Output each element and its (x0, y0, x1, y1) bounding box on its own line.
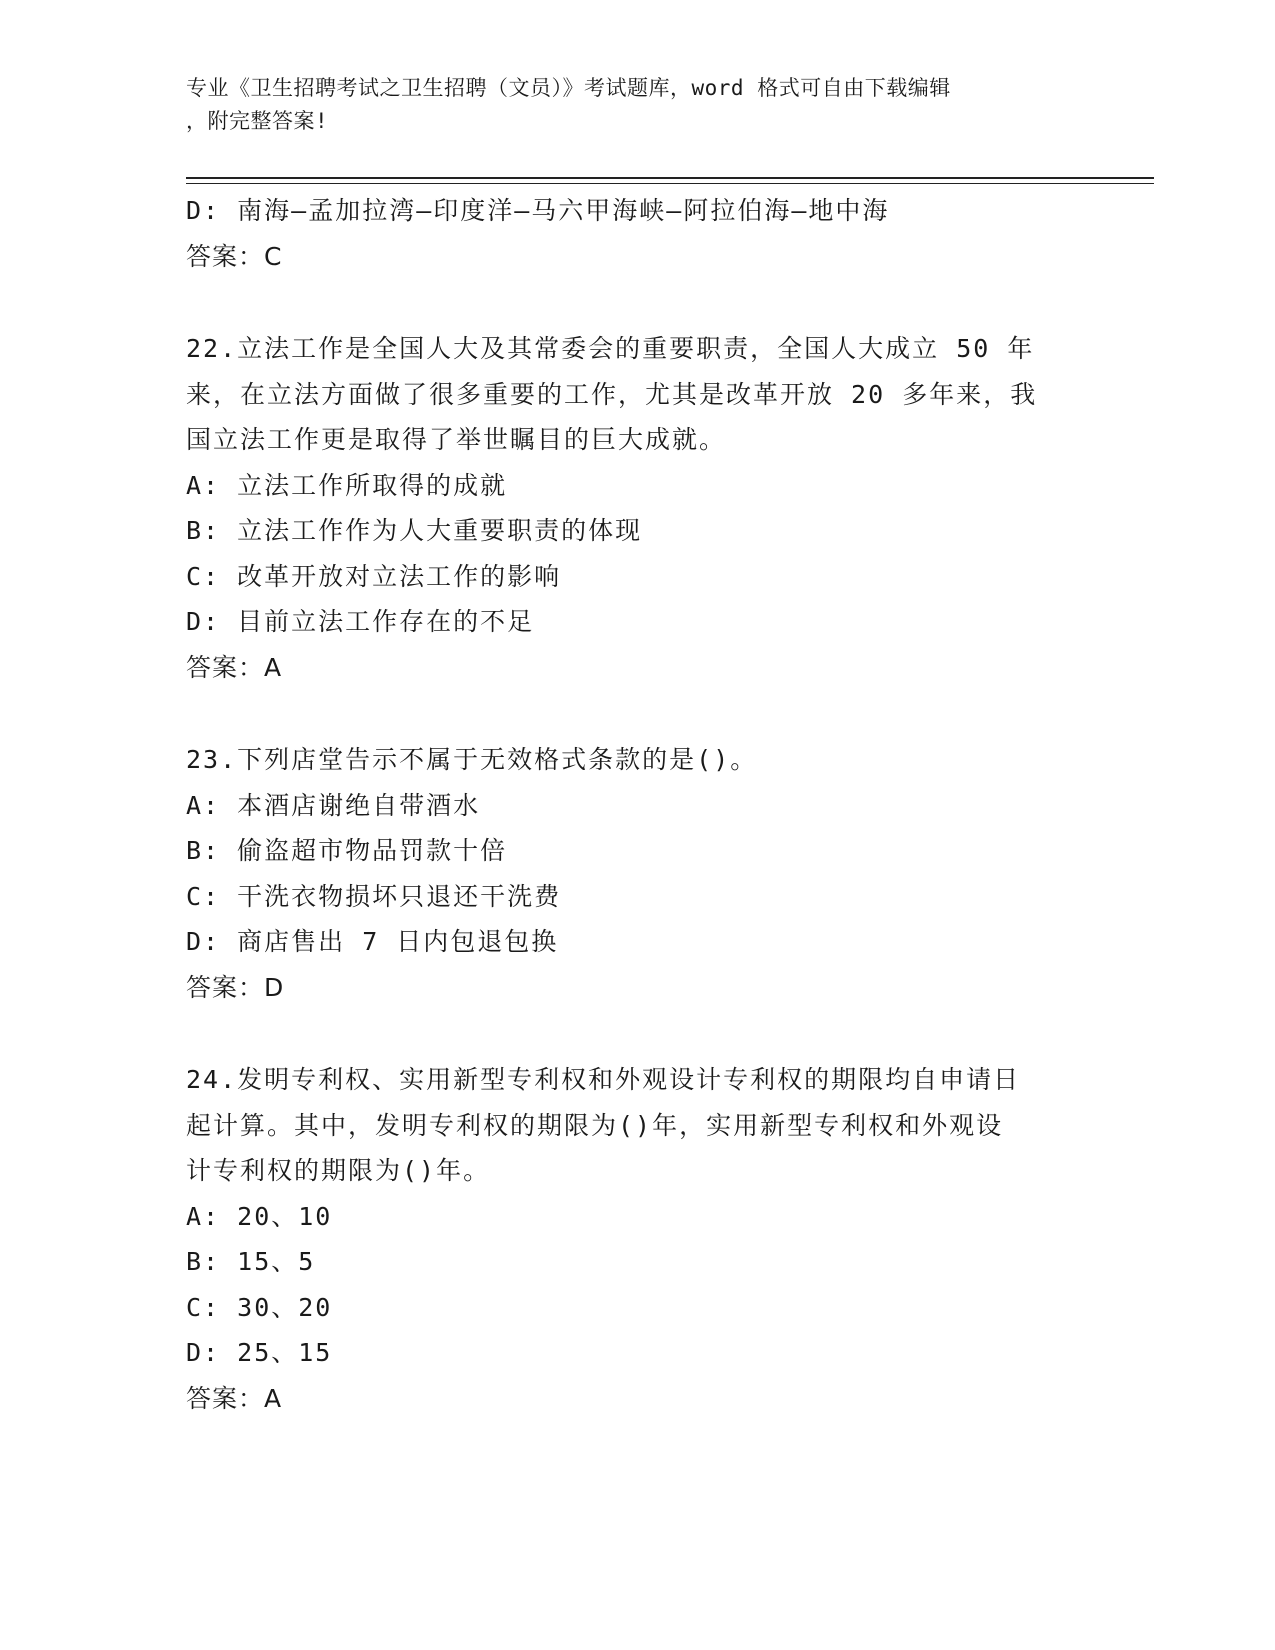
option-d: D: 25、15 (186, 1338, 333, 1367)
document-header (186, 72, 1066, 138)
document-body (186, 188, 1086, 1421)
answer-line: 答案：D (186, 972, 285, 1002)
answer-line: 答案：A (186, 652, 283, 682)
question-text-line: 计专利权的期限为()年。 (186, 1156, 491, 1185)
option-b: B: 立法工作作为人大重要职责的体现 (186, 516, 643, 545)
question-text-line: 国立法工作更是取得了举世瞩目的巨大成就。 (186, 425, 727, 454)
header-rule-thin (186, 183, 1154, 184)
answer-line: 答案：C (186, 241, 283, 271)
spacer (186, 1010, 1086, 1057)
header-line-2: ，附完整答案! (186, 109, 329, 133)
spacer (186, 279, 1086, 326)
header-rule-thick (186, 177, 1154, 179)
question-text-line: 起计算。其中，发明专利权的期限为()年，实用新型专利权和外观设 (186, 1110, 1004, 1140)
option-a: A: 20、10 (186, 1201, 333, 1231)
question-22 (186, 326, 1086, 690)
question-24 (186, 1057, 1086, 1421)
option-b: B: 偷盗超市物品罚款十倍 (186, 836, 508, 865)
question-21-tail (186, 188, 1086, 279)
option-a: A: 立法工作所取得的成就 (186, 470, 508, 500)
option-a: A: 本酒店谢绝自带酒水 (186, 790, 481, 820)
option-c: C: 30、20 (186, 1292, 333, 1322)
question-23 (186, 737, 1086, 1010)
question-text-line: 24.发明专利权、实用新型专利权和外观设计专利权的期限均自申请日 (186, 1065, 1021, 1094)
option-b: B: 15、5 (186, 1247, 316, 1276)
option-d: D: 目前立法工作存在的不足 (186, 607, 535, 636)
question-text-line: 22.立法工作是全国人大及其常委会的重要职责，全国人大成立 50 年 (186, 334, 1035, 363)
option-d: D: 商店售出 7 日内包退包换 (186, 927, 559, 956)
question-text-line: 23.下列店堂告示不属于无效格式条款的是()。 (186, 745, 758, 774)
answer-line: 答案：A (186, 1383, 283, 1413)
option-d: D: 南海—孟加拉湾—印度洋—马六甲海峡—阿拉伯海—地中海 (186, 196, 890, 225)
header-line-1: 专业《卫生招聘考试之卫生招聘（文员）》考试题库，word 格式可自由下载编辑 (186, 76, 951, 100)
question-text-line: 来，在立法方面做了很多重要的工作，尤其是改革开放 20 多年来，我 (186, 379, 1038, 409)
spacer (186, 690, 1086, 737)
option-c: C: 干洗衣物损坏只退还干洗费 (186, 881, 562, 911)
option-c: C: 改革开放对立法工作的影响 (186, 561, 562, 591)
